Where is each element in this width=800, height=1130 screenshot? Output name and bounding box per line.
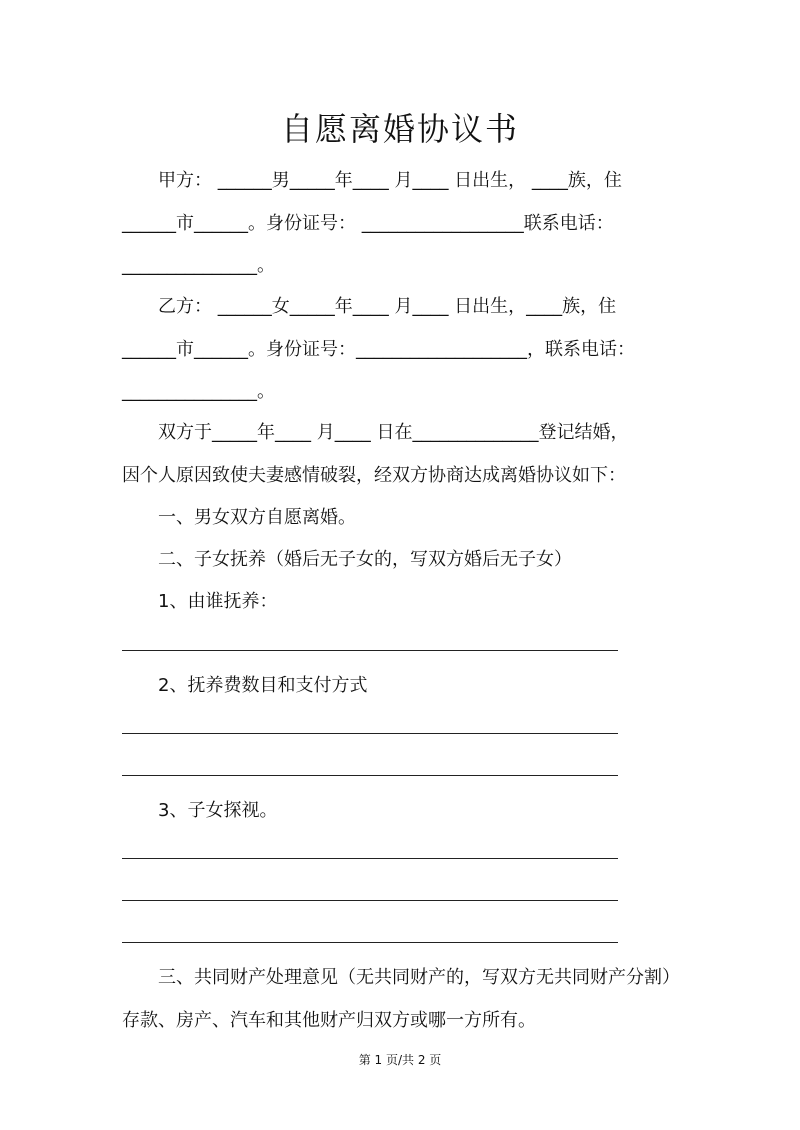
party-b-line-3: _______________。 bbox=[122, 381, 275, 402]
blank-line bbox=[122, 900, 618, 901]
party-a-line-3: _______________。 bbox=[122, 255, 275, 276]
clause-2-1: 1、由谁抚养： bbox=[158, 591, 278, 612]
blank-line bbox=[122, 775, 618, 776]
clause-2-2: 2、抚养费数目和支付方式 bbox=[158, 675, 368, 696]
party-a-line-2: ______市______。身份证号： __________________联系电话： bbox=[122, 213, 614, 234]
page-footer: 第 1 页/共 2 页 bbox=[358, 1053, 442, 1067]
clause-1: 一、男女双方自愿离婚。 bbox=[158, 507, 356, 528]
clause-2-3: 3、子女探视。 bbox=[158, 800, 278, 821]
marriage-line-2: 因个人原因致使夫妻感情破裂，经双方协商达成离婚协议如下： bbox=[122, 465, 626, 486]
blank-line bbox=[122, 942, 618, 943]
marriage-line-1: 双方于_____年____ 月____ 日在______________登记结婚， bbox=[158, 422, 629, 443]
clause-3: 三、共同财产处理意见（无共同财产的，写双方无共同财产分割） bbox=[158, 967, 680, 988]
clause-2: 二、子女抚养（婚后无子女的，写双方婚后无子女） bbox=[158, 549, 572, 570]
clause-3-continued: 存款、房产、汽车和其他财产归双方或哪一方所有。 bbox=[122, 1010, 536, 1031]
blank-line bbox=[122, 858, 618, 859]
document-title: 自愿离婚协议书 bbox=[280, 110, 519, 148]
party-b-line-2: ______市______。身份证号：___________________，联系电话： bbox=[122, 339, 635, 360]
blank-line bbox=[122, 650, 618, 651]
party-b-line-1: 乙方： ______女_____年____ 月____ 日出生，____族，住 bbox=[158, 296, 617, 317]
party-a-line-1: 甲方： ______男_____年____ 月____ 日出生， ____族，住 bbox=[158, 170, 622, 191]
blank-line bbox=[122, 733, 618, 734]
